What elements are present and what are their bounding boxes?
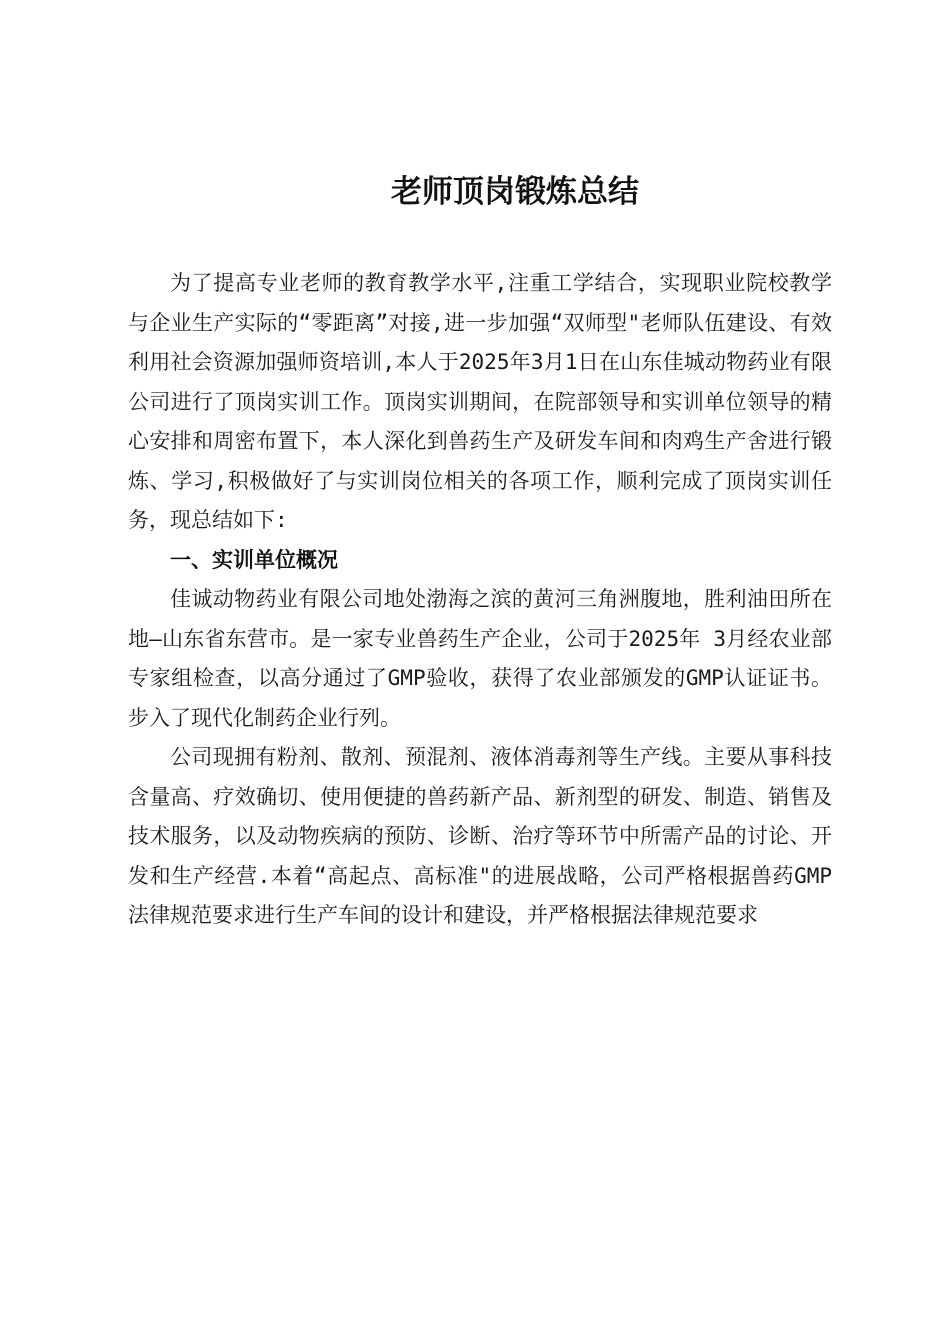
intro-paragraph: 为了提高专业老师的教育教学水平,注重工学结合，实现职业院校教学与企业生产实际的“零距离”对接,进一步加强“双师型"老师队伍建设、有效利用社会资源加强师资培训,本人于2025年3月1日在山东佳城动物药业有限公司进行了顶岗实训工作。顶岗实训期间，在院部领导和实训单位领导的精心安排和周密布置下，本人深化到兽药生产及研发车间和肉鸡生产舍进行锻炼、学习,积极做好了与实训岗位相关的各项工作，顺利完成了顶岗实训任务，现总结如下: [128,271,832,532]
section-paragraph-2: 公司现拥有粉剂、散剂、预混剂、液体消毒剂等生产线。主要从事科技含量高、疗效确切、使用便捷的兽药新产品、新剂型的研发、制造、销售及技术服务，以及动物疾病的预防、诊断、治疗等环节中所需产品的讨论、开发和生产经营.本着“高起点、高标准"的进展战略，公司严格根据兽药GMP法律规范要求进行生产车间的设计和建设，并严格根据法律规范要求 [128,745,832,927]
section-paragraph-1: 佳诚动物药业有限公司地处渤海之滨的黄河三角洲腹地，胜利油田所在地—山东省东营市。是一家专业兽药生产企业，公司于2025年 3月经农业部专家组检查，以高分通过了GMP验收，获得了农业部颁发的GMP认证证书。步入了现代化制药企业行列。 [128,587,832,730]
section-heading: 一、实训单位概况 [170,547,338,572]
document-body [128,264,832,936]
document-title: 老师顶岗锻炼总结 [391,174,639,210]
